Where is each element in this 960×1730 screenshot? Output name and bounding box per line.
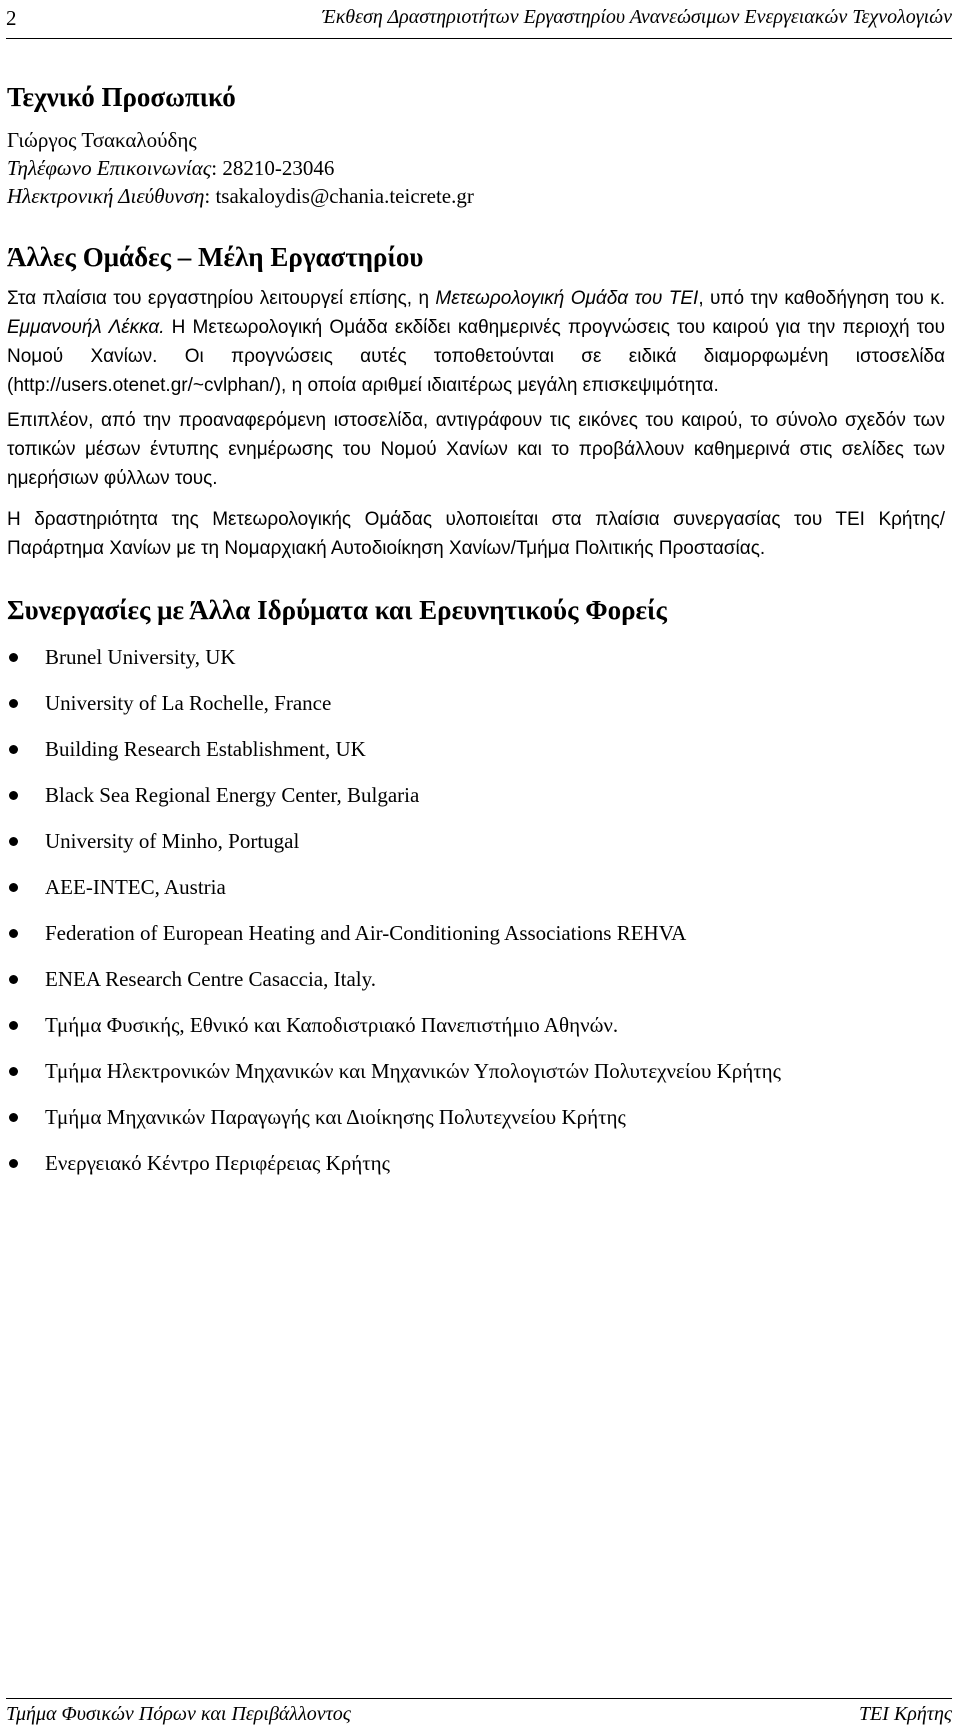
list-item-text: Τμήμα Ηλεκτρονικών Μηχανικών και Μηχανικών Υπολογιστών Πολυτεχνείου Κρήτης xyxy=(45,1059,781,1083)
list-item-text: Building Research Establishment, UK xyxy=(45,737,366,761)
list-item xyxy=(7,965,945,993)
bullet-icon xyxy=(9,1067,18,1076)
technical-staff-heading: Τεχνικό Προσωπικό xyxy=(7,82,236,112)
list-item-text: Τμήμα Μηχανικών Παραγωγής και Διοίκησης Πολυτεχνείου Κρήτης xyxy=(45,1105,626,1129)
list-item-text: Τμήμα Φυσικής, Εθνικό και Καποδιστριακό Πανεπιστήμιο Αθηνών. xyxy=(45,1013,619,1037)
list-item xyxy=(7,1011,945,1039)
paragraph-text: Στα πλαίσια του εργαστηρίου λειτουργεί επίσης, η xyxy=(7,288,436,309)
phone-label: Τηλέφωνο Επικοινωνίας xyxy=(7,156,212,180)
running-title: Έκθεση Δραστηριοτήτων Εργαστηρίου Ανανεώσιμων Ενεργειακών Τεχνολογιών xyxy=(322,6,952,28)
list-item xyxy=(7,689,945,717)
phone-number: 28210-23046 xyxy=(222,156,335,180)
bullet-icon xyxy=(9,975,18,984)
list-item xyxy=(7,1057,945,1085)
email-label: Ηλεκτρονική Διεύθυνση xyxy=(7,184,205,208)
email-line: Ηλεκτρονική Διεύθυνση: tsakaloydis@chania.teicrete.gr xyxy=(7,184,474,208)
list-item xyxy=(7,1149,945,1177)
list-item xyxy=(7,735,945,763)
bullet-icon xyxy=(9,1113,18,1122)
person-name: Εμμανουήλ Λέκκα. xyxy=(7,317,165,338)
bullet-icon xyxy=(9,883,18,892)
bullet-icon xyxy=(9,1159,18,1168)
list-item-text: ENEA Research Centre Casaccia, Italy. xyxy=(45,967,376,991)
list-item-text: Federation of European Heating and Air-Conditioning Associations REHVA xyxy=(45,921,687,945)
bullet-icon xyxy=(9,929,18,938)
list-item-text: Ενεργειακό Κέντρο Περιφέρειας Κρήτης xyxy=(45,1151,390,1175)
contact-block xyxy=(7,126,945,210)
paragraph-text: , υπό την καθοδήγηση του κ. xyxy=(698,288,945,309)
list-item xyxy=(7,919,945,947)
list-item-text: Black Sea Regional Energy Center, Bulgaria xyxy=(45,783,420,807)
phone-line: Τηλέφωνο Επικοινωνίας: 28210-23046 xyxy=(7,156,335,180)
paragraph-text: Η Μετεωρολογική Ομάδα εκδίδει καθημερινές προγνώσεις του καιρού για την περιοχή του Νομού Χανίων. Οι προγνώσεις αυτές τοποθετούνται σε ειδικά διαμορφωμένη ιστοσελίδα (http://users.otenet.gr/~cvlphan/), η οποία αριθμεί ιδιαιτέρως μεγάλη επισκεψιμότητα. xyxy=(7,317,945,396)
page-content xyxy=(7,80,945,1195)
cooperation-paragraph: Η δραστηριότητα της Μετεωρολογικής Ομάδας υλοποιείται στα πλαίσια συνεργασίας του ΤΕΙ Κρήτης/Παράρτημα Χανίων με τη Νομαρχιακή Αυτοδιοίκηση Χανίων/Τμήμα Πολιτικής Προστασίας. xyxy=(7,509,945,559)
bullet-icon xyxy=(9,745,18,754)
collaborations-heading: Συνεργασίες με Άλλα Ιδρύματα και Ερευνητικούς Φορείς xyxy=(7,595,667,625)
footer-institution: ΤΕΙ Κρήτης xyxy=(858,1703,952,1725)
other-groups-heading: Άλλες Ομάδες – Μέλη Εργαστηρίου xyxy=(7,242,424,272)
media-paragraph: Επιπλέον, από την προαναφερόμενη ιστοσελίδα, αντιγράφουν τις εικόνες του καιρού, το σύνολο σχεδόν των τοπικών μέσων έντυπης ενημέρωσης του Νομού Χανίων και το προβάλλουν καθημερινά στις σελίδες των ημερήσιων φύλλων τους. xyxy=(7,410,945,489)
staff-name: Γιώργος Τσακαλούδης xyxy=(7,128,197,152)
bullet-icon xyxy=(9,699,18,708)
bullet-icon xyxy=(9,837,18,846)
bullet-icon xyxy=(9,1021,18,1030)
list-item-text: AEE-INTEC, Austria xyxy=(45,875,226,899)
list-item-text: University of Minho, Portugal xyxy=(45,829,300,853)
list-item xyxy=(7,1103,945,1131)
collaborations-list xyxy=(7,643,945,1177)
bullet-icon xyxy=(9,653,18,662)
footer-department: Τμήμα Φυσικών Πόρων και Περιβάλλοντος xyxy=(6,1703,351,1725)
page-number: 2 xyxy=(6,6,17,30)
list-item-text: University of La Rochelle, France xyxy=(45,691,332,715)
list-item-text: Brunel University, UK xyxy=(45,645,236,669)
list-item xyxy=(7,643,945,671)
list-item xyxy=(7,873,945,901)
bullet-icon xyxy=(9,791,18,800)
page-header xyxy=(6,6,952,39)
email-address[interactable]: tsakaloydis@chania.teicrete.gr xyxy=(215,184,474,208)
list-item xyxy=(7,781,945,809)
page-footer xyxy=(6,1698,952,1729)
meteo-group-paragraph xyxy=(7,284,945,400)
group-name: Μετεωρολογική Ομάδα του ΤΕΙ xyxy=(435,288,699,309)
list-item xyxy=(7,827,945,855)
